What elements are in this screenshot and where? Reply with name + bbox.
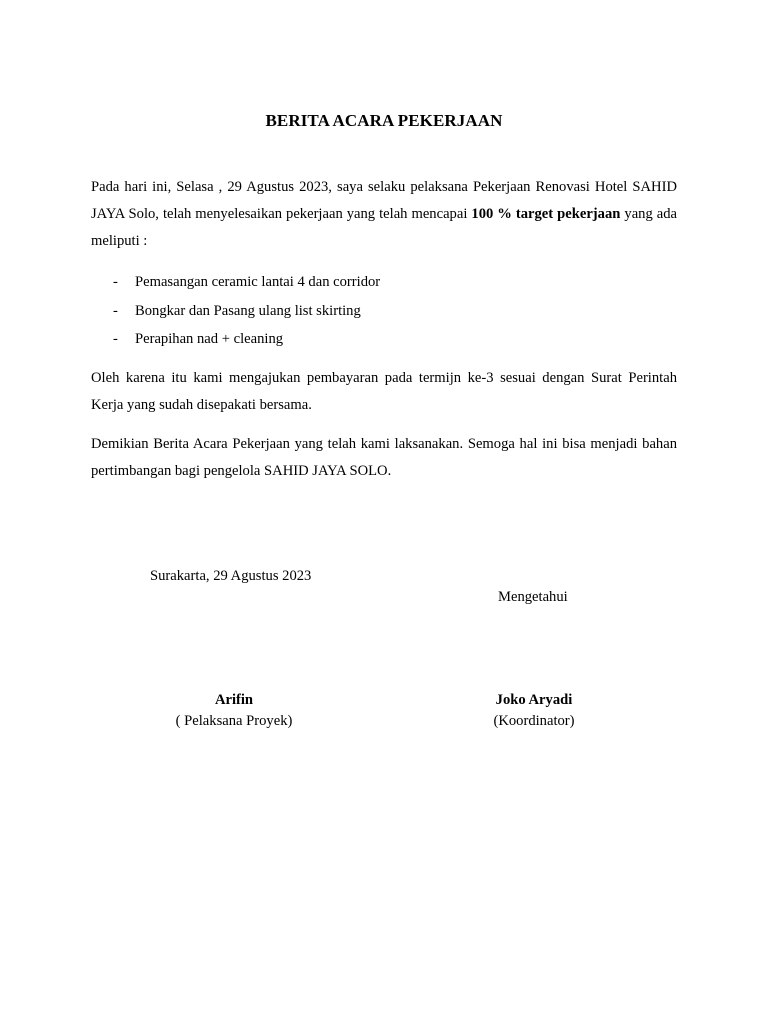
signatory-name-right: Joko Aryadi (495, 692, 573, 708)
list-dash: - (113, 302, 118, 319)
payment-paragraph: Oleh karena itu kami mengajukan pembayaran pada termijn ke-3 sesuai dengan Surat Perintah Kerja yang sudah disepakati bersama. (91, 370, 677, 413)
intro-text-end: yang ada meliputi : (91, 206, 678, 249)
list-dash: - (113, 274, 118, 290)
work-items-list (0, 268, 768, 354)
document-title: BERITA ACARA PEKERJAAN (265, 111, 503, 130)
signatory-role-left: ( Pelaksana Proyek) (175, 713, 293, 729)
intro-bold-target: 100 % target pekerjaan (471, 206, 621, 222)
list-item (0, 297, 768, 326)
list-item-text: Perapihan nad + cleaning (135, 331, 284, 347)
signatory-role-right: (Koordinator) (493, 713, 575, 729)
signature-block-right (434, 690, 634, 732)
list-item-text: Bongkar dan Pasang ulang list skirting (135, 302, 361, 319)
list-item-text: Pemasangan ceramic lantai 4 dan corridor (135, 274, 381, 290)
acknowledged-label: Mengetahui (498, 589, 568, 605)
signatory-name-left: Arifin (214, 692, 254, 708)
intro-paragraph (91, 174, 677, 255)
list-item (0, 268, 768, 297)
signature-block-left (134, 690, 334, 732)
list-item (0, 325, 768, 354)
intro-text-start: Pada hari ini, Selasa , 29 Agustus 2023, saya selaku pelaksana Pekerjaan Renovasi Hotel SAHID JAYA Solo, telah menyelesaikan pekerjaan yang telah mencapai (91, 179, 677, 222)
place-date: Surakarta, 29 Agustus 2023 (150, 568, 312, 584)
closing-paragraph: Demikian Berita Acara Pekerjaan yang telah kami laksanakan. Semoga hal ini bisa menjadi bahan pertimbangan bagi pengelola SAHID JAYA SOLO. (91, 436, 677, 479)
list-dash: - (113, 331, 118, 347)
